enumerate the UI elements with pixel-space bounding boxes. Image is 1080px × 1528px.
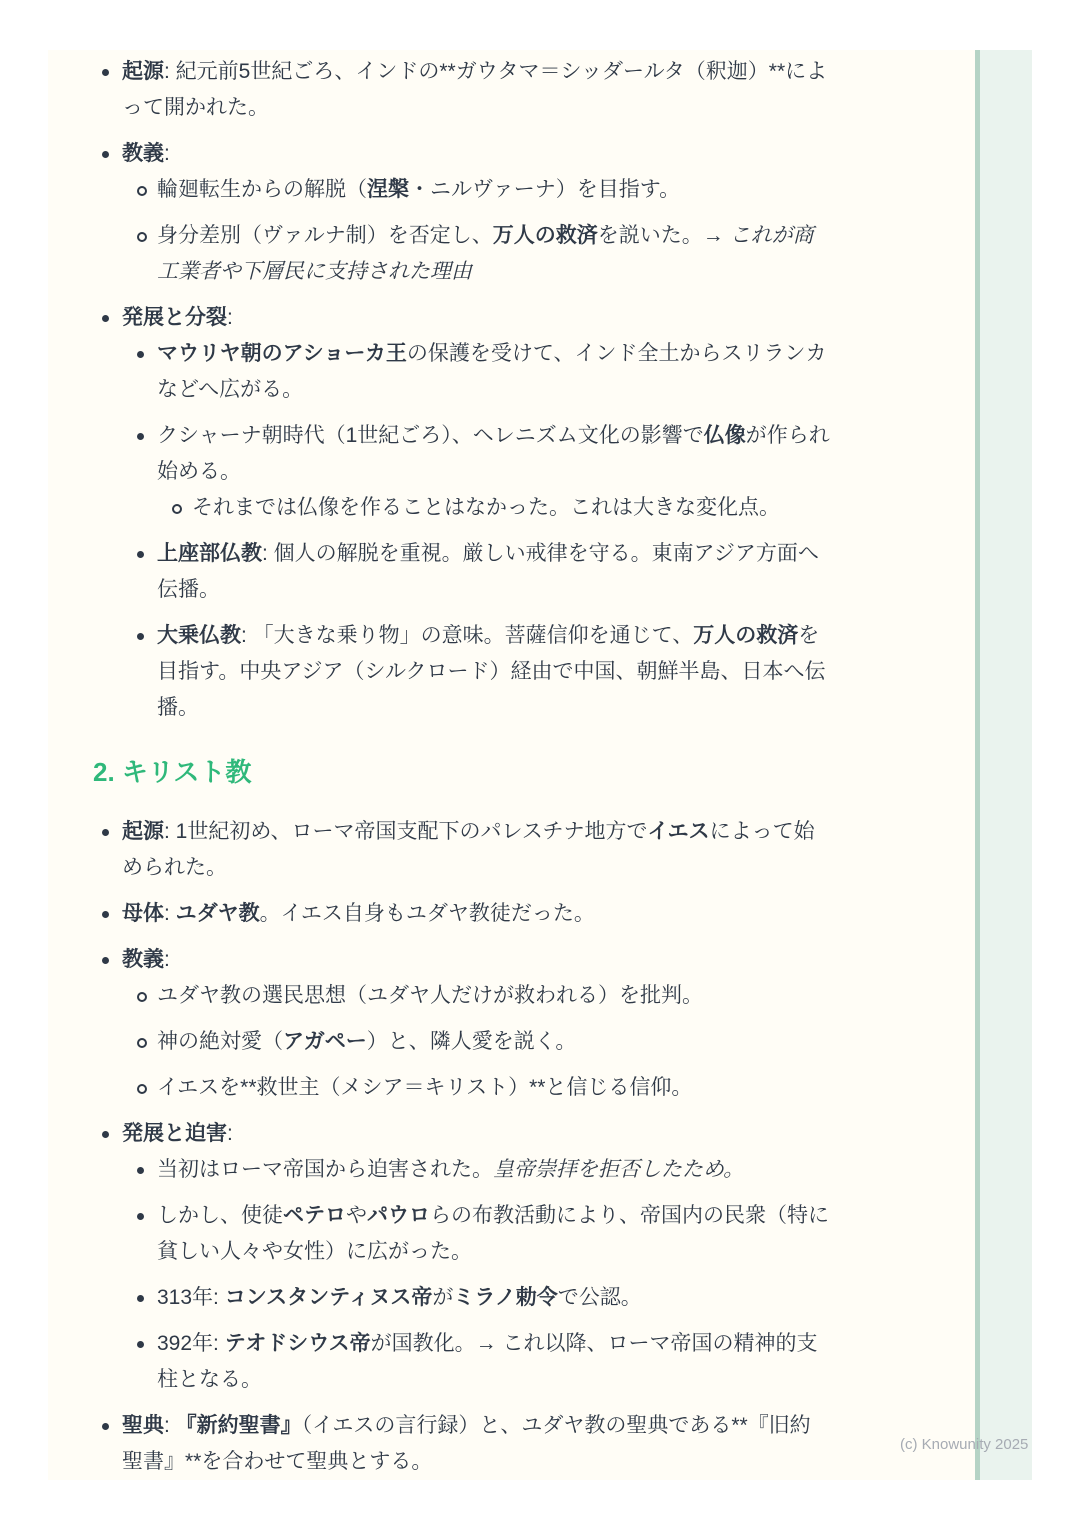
list-item: [170, 490, 830, 526]
list-item-text: それまでは仏像を作ることはなかった。これは大きな変化点。: [192, 496, 780, 519]
bullet-disc-icon: [135, 1280, 157, 1316]
list-item-text: 神の絶対愛（アガペー）と、隣人愛を説く。: [157, 1030, 577, 1053]
list-item: [135, 536, 830, 608]
bullet-disc-icon: [100, 942, 122, 978]
list-item: [100, 942, 830, 978]
list-item: [135, 1070, 830, 1106]
list-item: [100, 300, 830, 336]
document-page: [48, 50, 1032, 1480]
list-item: [135, 1152, 830, 1188]
list-item: [135, 172, 830, 208]
bullet-circle-icon: [135, 218, 157, 290]
list-item-text: 教義:: [122, 142, 170, 165]
list-item: [100, 54, 830, 126]
list-item: [100, 1116, 830, 1152]
list-item: [100, 136, 830, 172]
list-item-text: 313年: コンスタンティヌス帝がミラノ勅令で公認。: [157, 1286, 642, 1309]
list-item: [135, 218, 830, 290]
bullet-circle-icon: [135, 1070, 157, 1106]
bullet-circle-icon: [170, 490, 192, 526]
list-item-text: 聖典: 『新約聖書』（イエスの言行録）と、ユダヤ教の聖典である**『旧約聖書』**を合わせて聖典とする。: [122, 1414, 811, 1473]
list-item: [135, 618, 830, 726]
bullet-circle-icon: [135, 978, 157, 1014]
list-item-text: 起源: 紀元前5世紀ごろ、インドの**ガウタマ＝シッダールタ（釈迦）**によって開かれた。: [122, 60, 828, 119]
page-edge-bar: [975, 50, 1032, 1480]
list-item: [135, 1326, 830, 1398]
bullet-disc-icon: [100, 54, 122, 126]
bullet-disc-icon: [135, 1198, 157, 1270]
list-item-text: 身分差別（ヴァルナ制）を否定し、万人の救済を説いた。→ これが商工業者や下層民に支持された理由: [157, 224, 814, 283]
list-item-text: 392年: テオドシウス帝が国教化。→ これ以降、ローマ帝国の精神的支柱となる。: [157, 1332, 818, 1391]
list-item-text: イエスを**救世主（メシア＝キリスト）**と信じる信仰。: [157, 1076, 693, 1099]
bullet-disc-icon: [100, 136, 122, 172]
list-item-text: 教義:: [122, 948, 170, 971]
bullet-disc-icon: [100, 814, 122, 886]
bullet-disc-icon: [135, 336, 157, 408]
list-item: [135, 1198, 830, 1270]
list-item-text: 大乗仏教: 「大きな乗り物」の意味。菩薩信仰を通じて、万人の救済を目指す。中央アジア（シルクロード）経由で中国、朝鮮半島、日本へ伝播。: [157, 624, 826, 719]
list-item-text: 起源: 1世紀初め、ローマ帝国支配下のパレスチナ地方でイエスによって始められた。: [122, 820, 815, 879]
bullet-disc-icon: [135, 1326, 157, 1398]
list-item: [135, 978, 830, 1014]
bullet-disc-icon: [135, 618, 157, 726]
bullet-disc-icon: [135, 1152, 157, 1188]
list-item-text: 発展と分裂:: [122, 306, 233, 329]
bullet-disc-icon: [135, 536, 157, 608]
list-item: [100, 1408, 830, 1480]
list-item-text: しかし、使徒ペテロやパウロらの布教活動により、帝国内の民衆（特に貧しい人々や女性）に広がった。: [157, 1204, 829, 1263]
bullet-disc-icon: [135, 418, 157, 490]
bullet-disc-icon: [100, 896, 122, 932]
document-content: [48, 54, 830, 1480]
bullet-disc-icon: [100, 1408, 122, 1480]
bullet-circle-icon: [135, 1024, 157, 1060]
list-item-text: 当初はローマ帝国から迫害された。皇帝崇拝を拒否したため。: [157, 1158, 745, 1181]
bullet-circle-icon: [135, 172, 157, 208]
list-item-text: 上座部仏教: 個人の解脱を重視。厳しい戒律を守る。東南アジア方面へ伝播。: [157, 542, 819, 601]
list-item-text: クシャーナ朝時代（1世紀ごろ）、ヘレニズム文化の影響で仏像が作られ始める。: [157, 424, 830, 483]
list-item-text: 輪廻転生からの解脱（涅槃・ニルヴァーナ）を目指す。: [157, 178, 681, 201]
list-item-text: ユダヤ教の選民思想（ユダヤ人だけが救われる）を批判。: [157, 984, 703, 1007]
list-item: [100, 814, 830, 886]
list-item-text: マウリヤ朝のアショーカ王の保護を受けて、インド全土からスリランカなどへ広がる。: [157, 342, 827, 401]
list-item: [135, 1280, 830, 1316]
list-item-text: 発展と迫害:: [122, 1122, 233, 1145]
list-item: [135, 1024, 830, 1060]
list-item-text: 母体: ユダヤ教。イエス自身もユダヤ教徒だった。: [122, 902, 595, 925]
section-heading: 2. キリスト教: [93, 757, 252, 787]
bullet-disc-icon: [100, 1116, 122, 1152]
list-item: [135, 418, 830, 490]
copyright-notice: (c) Knowunity 2025: [900, 1436, 1029, 1453]
list-item: [135, 336, 830, 408]
list-item: [100, 896, 830, 932]
bullet-disc-icon: [100, 300, 122, 336]
